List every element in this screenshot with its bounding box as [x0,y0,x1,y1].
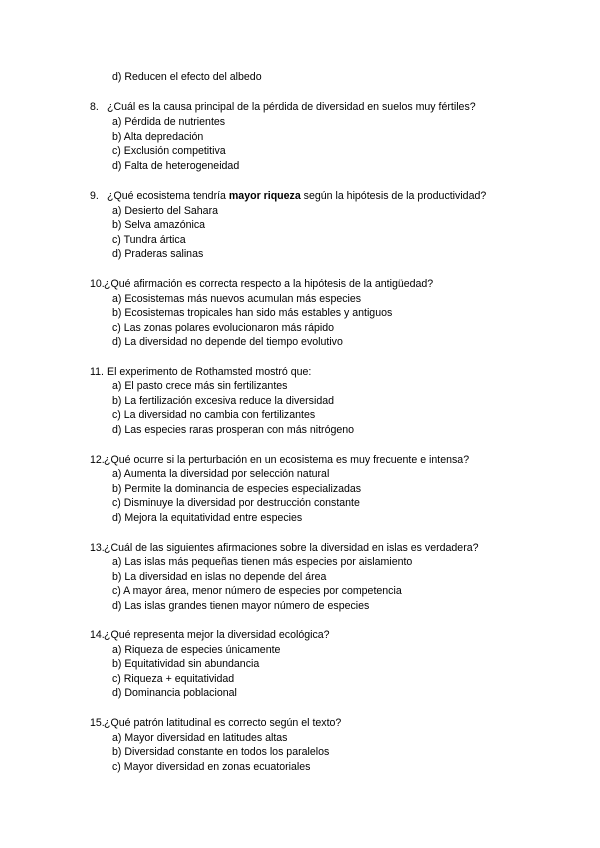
question-number: 12. [90,454,105,466]
question-text: ¿Cuál de las siguientes afirmaciones sobre la diversidad en islas es verdadera? [104,542,479,554]
question-text-bold: mayor riqueza [228,190,301,202]
option-text: b) Selva amazónica [112,219,206,231]
option-text: a) Mayor diversidad en latitudes altas [112,732,288,744]
question-text: ¿Qué patrón latitudinal es correcto según el texto? [104,717,342,729]
question-number: 15. [90,717,105,729]
question-number: 14. [90,629,105,641]
option-text: a) El pasto crece más sin fertilizantes [112,380,288,392]
question-text: El experimento de Rothamsted mostró que: [107,366,312,378]
option-text: b) Alta depredación [112,131,204,143]
option-text: b) Ecosistemas tropicales han sido más estables y antiguos [112,307,393,319]
option-text: d) Dominancia poblacional [112,687,237,699]
option-text: d) Reducen el efecto del albedo [112,71,262,83]
question-number: 9. [90,190,99,202]
option-text: a) Las islas más pequeñas tienen más especies por aislamiento [112,556,413,568]
option-text: d) Falta de heterogeneidad [112,160,240,172]
option-text: b) La diversidad en islas no depende del área [112,571,327,583]
option-text: c) A mayor área, menor número de especies por competencia [112,585,402,597]
option-text: d) Las especies raras prosperan con más nitrógeno [112,424,355,436]
option-text: a) Desierto del Sahara [112,205,218,217]
question-number: 11. [90,366,104,378]
option-text: c) Exclusión competitiva [112,145,226,157]
question-text: ¿Qué ocurre si la perturbación en un ecosistema es muy frecuente e intensa? [104,454,470,466]
option-text: c) Las zonas polares evolucionaron más rápido [112,322,335,334]
option-text: b) Equitatividad sin abundancia [112,658,260,670]
option-text: a) Aumenta la diversidad por selección natural [112,468,330,480]
question-text-end: según la hipótesis de la productividad? [300,190,487,202]
option-text: c) Disminuye la diversidad por destrucción constante [112,497,360,509]
question-text [107,189,486,204]
option-text: a) Riqueza de especies únicamente [112,644,281,656]
question-number: 13. [90,542,105,554]
option-text: a) Pérdida de nutrientes [112,116,226,128]
option-text: c) Riqueza + equitatividad [112,673,235,685]
question-text: ¿Cuál es la causa principal de la pérdida de diversidad en suelos muy fértiles? [107,101,476,113]
question-number: 8. [90,101,99,113]
question-text: ¿Qué representa mejor la diversidad ecológica? [104,629,330,641]
option-text: a) Ecosistemas más nuevos acumulan más especies [112,293,362,305]
question-text-start: ¿Qué ecosistema tendría [107,190,229,202]
option-text: b) La fertilización excesiva reduce la diversidad [112,395,334,407]
option-text: b) Diversidad constante en todos los paralelos [112,746,330,758]
option-text: d) La diversidad no depende del tiempo evolutivo [112,336,343,348]
option-text: c) Mayor diversidad en zonas ecuatoriales [112,761,311,773]
option-text: c) La diversidad no cambia con fertilizantes [112,409,316,421]
option-text: d) Mejora la equitatividad entre especies [112,512,303,524]
option-text: d) Las islas grandes tienen mayor número de especies [112,600,370,612]
question-number: 10. [90,278,105,290]
option-text: b) Permite la dominancia de especies especializadas [112,483,362,495]
question-text: ¿Qué afirmación es correcta respecto a la hipótesis de la antigüedad? [104,278,434,290]
option-text: d) Praderas salinas [112,248,204,260]
option-text: c) Tundra ártica [112,234,186,246]
